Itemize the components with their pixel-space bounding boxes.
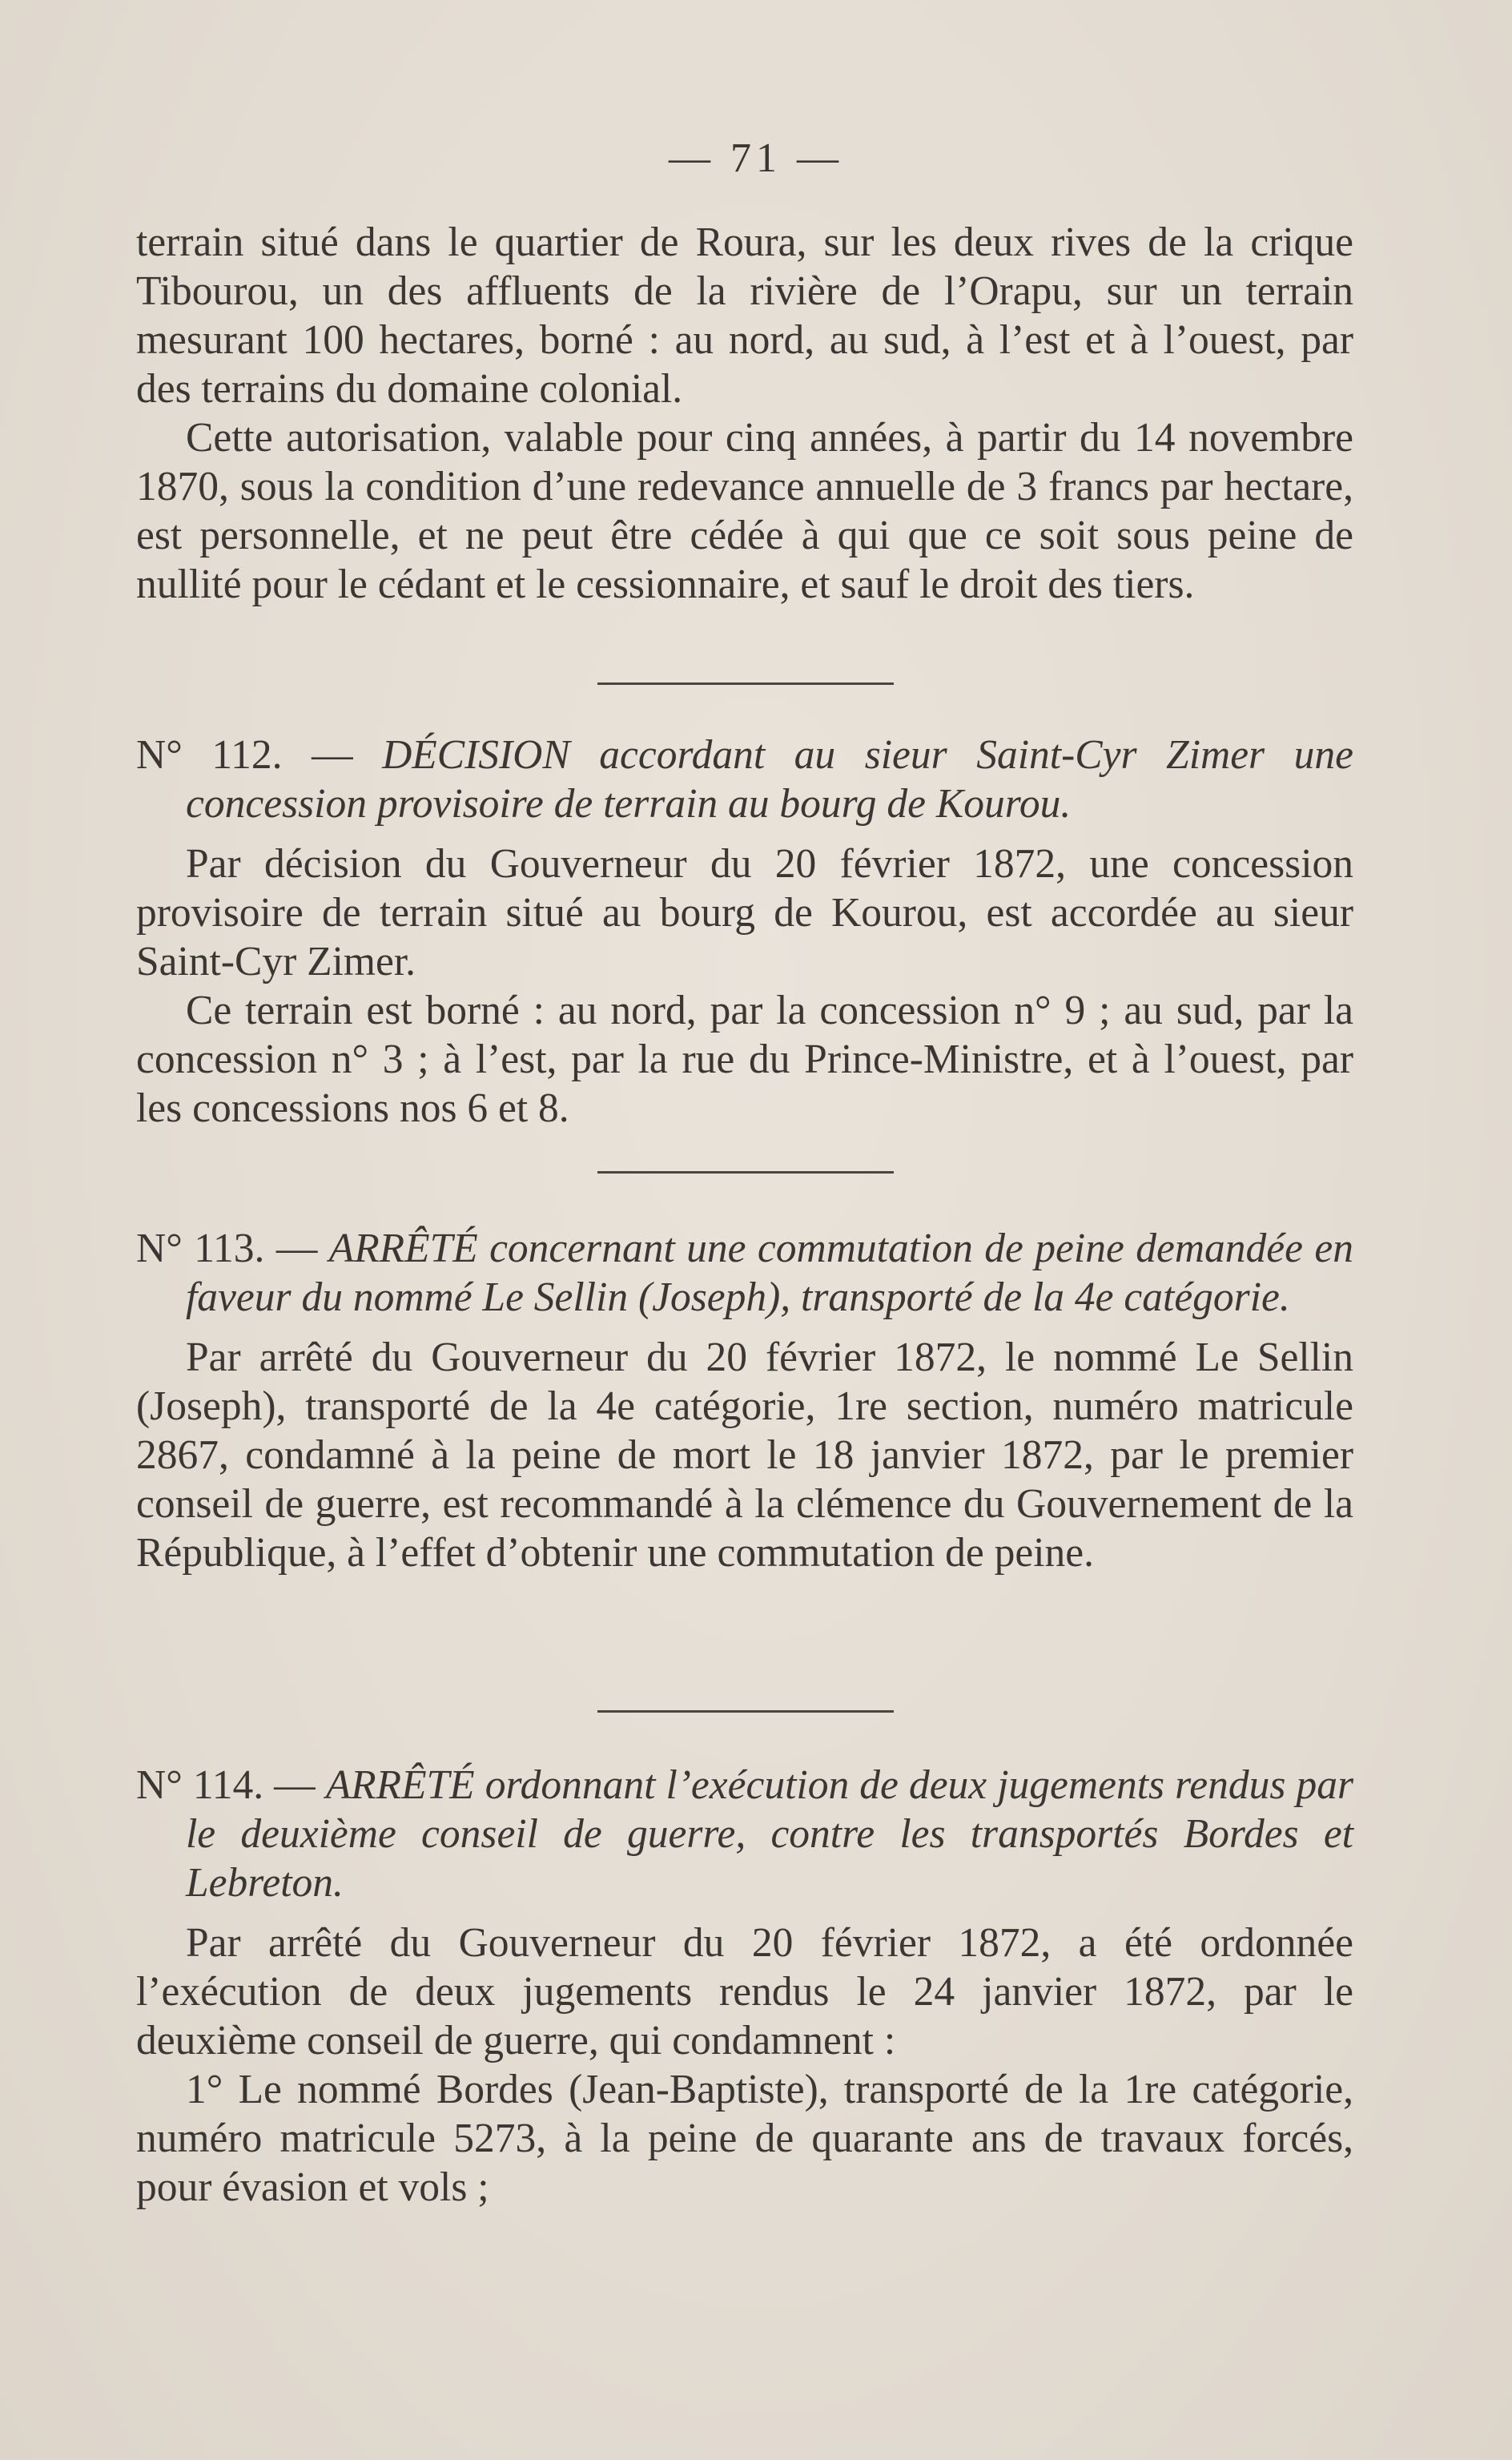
section-112 [136, 731, 1353, 1133]
section-divider [597, 1171, 894, 1174]
section-divider [597, 1710, 894, 1713]
section-heading [136, 731, 1353, 828]
section-title: ARRÊTÉ concernant une commutation de peine demandée en faveur du nommé Le Sellin (Joseph), transporté de la 4e catégorie. [186, 1226, 1353, 1320]
paragraph: Par arrêté du Gouverneur du 20 février 1872, le nommé Le Sellin (Joseph), transporté de la 4e catégorie, 1re section, numéro matricule 2867, condamné à la peine de mort le 18 janvier 1872, par le premier conseil de guerre, est recommandé à la clémence du Gouvernement de la République, à l’effet d’obtenir une commutation de peine. [136, 1335, 1353, 1576]
section-title: ARRÊTÉ ordonnant l’exécution de deux jugements rendus par le deuxième conseil de guerre, contre les transportés Bordes et Lebreton. [186, 1762, 1353, 1906]
continuation-block [136, 218, 1353, 609]
paragraph: terrain situé dans le quartier de Roura, sur les deux rives de la crique Tibourou, un des affluents de la rivière de l’Orapu, sur un terrain mesurant 100 hectares, borné : au nord, au sud, à l’est et à l’ouest, par des terrains du domaine colonial. [136, 219, 1353, 412]
section-114 [136, 1761, 1353, 2212]
section-113 [136, 1224, 1353, 1577]
paragraph: Cette autorisation, valable pour cinq années, à partir du 14 novembre 1870, sous la condition d’une redevance annuelle de 3 francs par hectare, est personnelle, et ne peut être cédée à qui que ce soit sous peine de nullité pour le cédant et le cessionnaire, et sauf le droit des tiers. [136, 415, 1353, 607]
section-title: DÉCISION accordant au sieur Saint-Cyr Zimer une concession provisoire de terrain au bourg de Kourou. [186, 732, 1353, 827]
section-heading [136, 1761, 1353, 1907]
page-number: — 71 — [669, 135, 843, 181]
paragraph: Par décision du Gouverneur du 20 février 1872, une concession provisoire de terrain situé au bourg de Kourou, est accordée au sieur Saint-Cyr Zimer. [136, 841, 1353, 984]
section-number: N° 113. — [136, 1226, 329, 1271]
paragraph: Ce terrain est borné : au nord, par la concession n° 9 ; au sud, par la concession n° 3 ; à l’est, par la rue du Prince-Ministre, et à l’ouest, par les concessions nos 6 et 8. [136, 988, 1353, 1131]
paragraph: Par arrêté du Gouverneur du 20 février 1872, a été ordonnée l’exécution de deux jugements rendus le 24 janvier 1872, par le deuxième conseil de guerre, qui condamnent : [136, 1920, 1353, 2063]
section-divider [597, 682, 894, 685]
section-heading [136, 1224, 1353, 1322]
section-number: N° 114. — [136, 1762, 326, 1808]
section-number: N° 112. — [136, 732, 383, 778]
paragraph: 1° Le nommé Bordes (Jean-Baptiste), transporté de la 1re catégorie, numéro matricule 5273, à la peine de quarante ans de travaux forcés, pour évasion et vols ; [136, 2067, 1353, 2210]
